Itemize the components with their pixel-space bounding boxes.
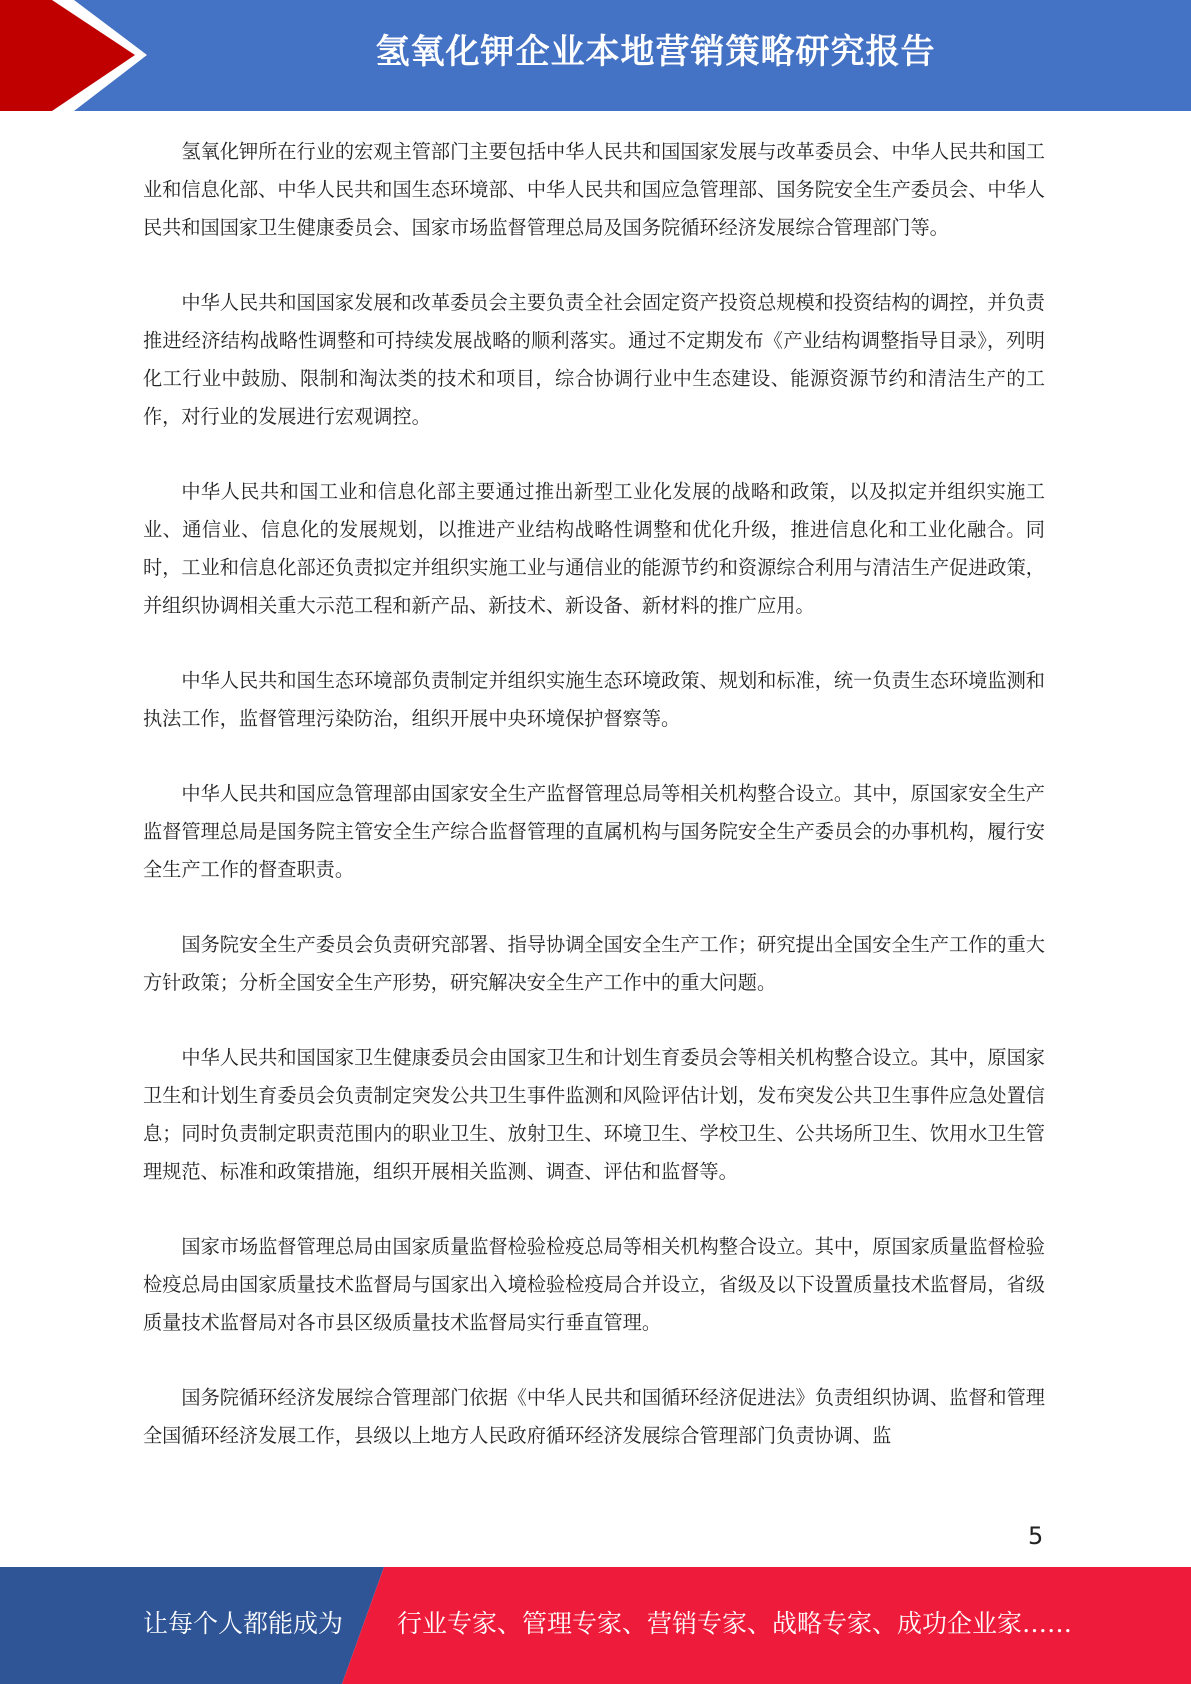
body-content xyxy=(143,133,1045,1492)
paragraph: 国务院循环经济发展综合管理部门依据《中华人民共和国循环经济促进法》负责组织协调、监督和管理全国循环经济发展工作，县级以上地方人民政府循环经济发展综合管理部门负责协调、监 xyxy=(143,1386,1045,1447)
paragraph: 氢氧化钾所在行业的宏观主管部门主要包括中华人民共和国国家发展与改革委员会、中华人民共和国工业和信息化部、中华人民共和国生态环境部、中华人民共和国应急管理部、国务院安全生产委员会、中华人民共和国国家卫生健康委员会、国家市场监督管理总局及国务院循环经济发展综合管理部门等。 xyxy=(143,140,1045,239)
page-number: 5 xyxy=(1028,1522,1044,1550)
paragraph: 国家市场监督管理总局由国家质量监督检验检疫总局等相关机构整合设立。其中，原国家质量监督检验检疫总局由国家质量技术监督局与国家出入境检验检疫局合并设立，省级及以下设置质量技术监督局，省级质量技术监督局对各市县区级质量技术监督局实行垂直管理。 xyxy=(143,1235,1045,1334)
page-footer xyxy=(0,1567,1191,1684)
paragraph: 中华人民共和国工业和信息化部主要通过推出新型工业化发展的战略和政策，以及拟定并组织实施工业、通信业、信息化的发展规划，以推进产业结构战略性调整和优化升级，推进信息化和工业化融合。同时，工业和信息化部还负责拟定并组织实施工业与通信业的能源节约和资源综合利用与清洁生产促进政策，并组织协调相关重大示范工程和新产品、新技术、新设备、新材料的推广应用。 xyxy=(143,480,1045,617)
page-header xyxy=(0,0,1191,111)
footer-slogan-lead: 让每个人都能成为 xyxy=(143,1609,344,1638)
paragraph: 中华人民共和国生态环境部负责制定并组织实施生态环境政策、规划和标准，统一负责生态环境监测和执法工作，监督管理污染防治，组织开展中央环境保护督察等。 xyxy=(143,669,1045,730)
footer-slogan-roles: 行业专家、管理专家、营销专家、战略专家、成功企业家…… xyxy=(397,1609,1073,1638)
paragraph: 国务院安全生产委员会负责研究部署、指导协调全国安全生产工作；研究提出全国安全生产工作的重大方针政策；分析全国安全生产形势，研究解决安全生产工作中的重大问题。 xyxy=(143,933,1045,994)
paragraph: 中华人民共和国应急管理部由国家安全生产监督管理总局等相关机构整合设立。其中，原国家安全生产监督管理总局是国务院主管安全生产综合监督管理的直属机构与国务院安全生产委员会的办事机构，履行安全生产工作的督查职责。 xyxy=(143,782,1045,881)
paragraph: 中华人民共和国国家卫生健康委员会由国家卫生和计划生育委员会等相关机构整合设立。其中，原国家卫生和计划生育委员会负责制定突发公共卫生事件监测和风险评估计划，发布突发公共卫生事件应急处置信息；同时负责制定职责范围内的职业卫生、放射卫生、环境卫生、学校卫生、公共场所卫生、饮用水卫生管理规范、标准和政策措施，组织开展相关监测、调查、评估和监督等。 xyxy=(143,1046,1045,1183)
document-title: 氢氧化钾企业本地营销策略研究报告 xyxy=(375,32,936,72)
paragraph: 中华人民共和国国家发展和改革委员会主要负责全社会固定资产投资总规模和投资结构的调控，并负责推进经济结构战略性调整和可持续发展战略的顺利落实。通过不定期发布《产业结构调整指导目录》，列明化工行业中鼓励、限制和淘汰类的技术和项目，综合协调行业中生态建设、能源资源节约和清洁生产的工作，对行业的发展进行宏观调控。 xyxy=(143,291,1045,428)
